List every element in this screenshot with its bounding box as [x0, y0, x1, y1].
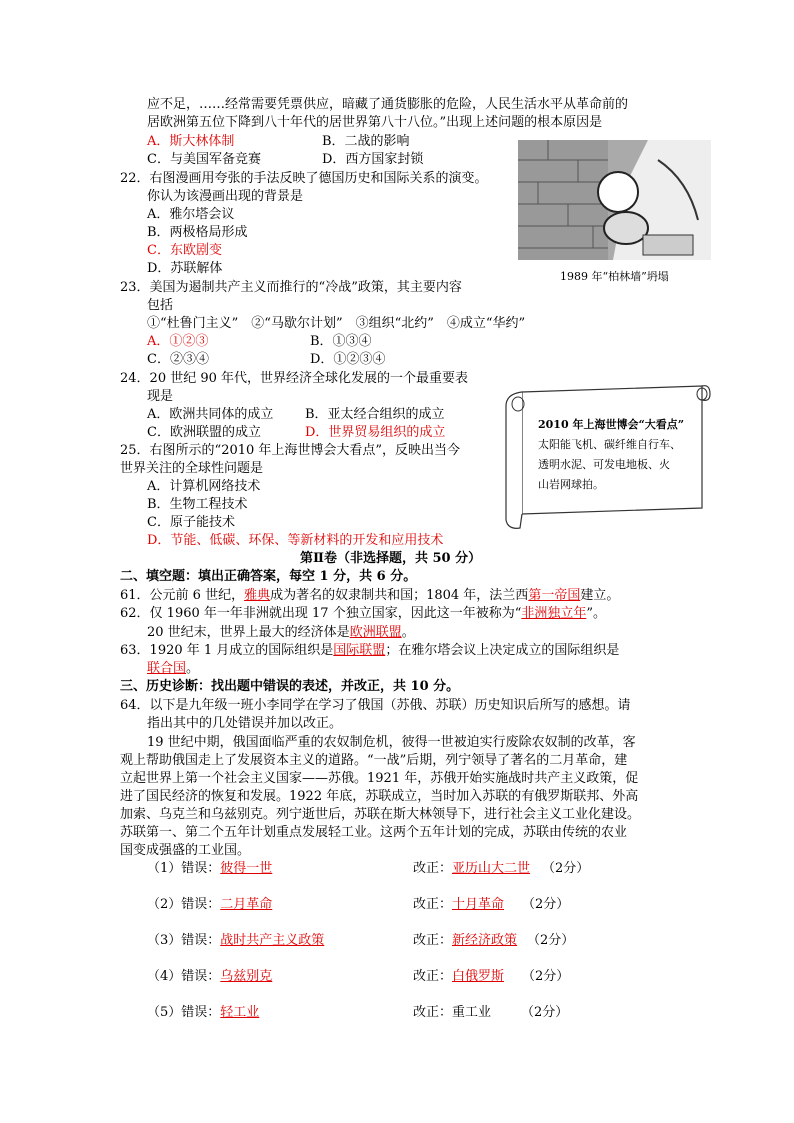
q24-line1: 24．20 世纪 90 年代，世界经济全球化发展的一个最重要表 — [120, 371, 469, 386]
q23-option-c: C．②③④ — [147, 352, 209, 367]
correction-fix: 重工业 — [452, 1005, 492, 1020]
correction-fix-label: 改正： — [413, 897, 453, 912]
q64-line2: 指出其中的几处错误并加以改正。 — [147, 716, 343, 731]
correction-fix: 十月革命 — [452, 897, 505, 912]
correction-wrong: 轻工业 — [220, 1005, 260, 1020]
q21-option-d: D．西方国家封锁 — [322, 152, 424, 167]
q23-option-d: D．①②③④ — [310, 352, 386, 367]
part2-title: 第Ⅱ卷（非选择题，共 50 分） — [300, 551, 482, 566]
q63-answer-2: 联合国 — [147, 661, 187, 676]
q64-paragraph-line4: 进了国民经济的恢复和发展。1922 年底，苏联成立，当时加入苏联的有俄罗斯联邦、外高 — [120, 789, 639, 804]
expo-box-line1: 太阳能飞机、碳纤维自行车、 — [538, 438, 681, 451]
q62-line2 — [147, 624, 415, 642]
q61-text-b: 成为著名的奴隶制共和国；1804 年，法兰西 — [270, 588, 529, 603]
q21-line2: 居欧洲第五位下降到八十年代的居世界第八十八位。”出现上述问题的根本原因是 — [147, 115, 603, 130]
q64-paragraph-line1: 19 世纪中期，俄国面临严重的农奴制危机，彼得一世被迫实行废除农奴制的改革，客 — [147, 735, 636, 750]
correction-fix-label: 改正： — [413, 861, 453, 876]
q23-option-b: B．①③④ — [310, 334, 372, 349]
q24-option-c: C．欧洲联盟的成立 — [147, 425, 261, 440]
expo-scroll-frame — [502, 380, 712, 530]
q62-text-b: ”。 — [586, 606, 607, 621]
q25-option-c: C．原子能技术 — [147, 515, 235, 530]
q62-text-a: 62．仅 1960 年一年非洲就出现 17 个独立国家，因此这一年被称为“ — [120, 606, 522, 621]
correction-number: （3）错误： — [147, 933, 221, 948]
q61-answer-1: 雅典 — [244, 588, 271, 603]
q22-option-d: D．苏联解体 — [147, 261, 223, 276]
q22-option-c: C．东欧剧变 — [147, 243, 222, 258]
berlin-wall-cartoon-image — [518, 140, 711, 260]
q25-option-a: A．计算机网络技术 — [147, 479, 261, 494]
correction-fix-label: 改正： — [413, 933, 453, 948]
section2-heading: 二、填空题：填出正确答案，每空 1 分，共 6 分。 — [120, 569, 417, 584]
q21-option-c: C．与美国军备竞赛 — [147, 152, 261, 167]
q25-line2: 世界关注的全球性问题是 — [120, 461, 264, 476]
q61-text-c: 建立。 — [580, 588, 620, 603]
correction-fix: 白俄罗斯 — [452, 969, 505, 984]
q21-option-a: A．斯大林体制 — [147, 134, 235, 149]
correction-score: （2分） — [521, 1005, 569, 1020]
q62-line1 — [120, 605, 606, 623]
q22-line2: 你认为该漫画出现的背景是 — [147, 189, 304, 204]
q24-line2: 现是 — [147, 389, 174, 404]
q24-option-b: B．亚太经合组织的成立 — [305, 407, 445, 422]
q64-paragraph-line7: 国变成强盛的工业国。 — [120, 843, 251, 858]
section3-heading: 三、历史诊断：找出题中错误的表述，并改正，共 10 分。 — [120, 679, 460, 694]
expo-box-title: 2010 年上海世博会“大看点” — [538, 418, 685, 431]
q64-paragraph-line6: 苏联第一、第二个五年计划重点发展轻工业。这两个五年计划的完成，苏联由传统的农业 — [120, 825, 628, 840]
correction-number: （2）错误： — [147, 897, 221, 912]
correction-score: （2分） — [527, 933, 575, 948]
q64-paragraph-line5: 加索、乌克兰和乌兹别克。列宁逝世后，苏联在斯大林领导下，进行社会主义工业化建设。 — [120, 807, 641, 822]
q62-text-d: 。 — [401, 625, 415, 640]
expo-box-line2: 透明水泥、可发电地板、火 — [538, 458, 670, 471]
correction-fix: 新经济政策 — [452, 933, 518, 948]
q63-answer-1: 国际联盟 — [333, 643, 386, 658]
q62-text-c: 20 世纪末，世界上最大的经济体是 — [147, 625, 350, 640]
q62-answer-2: 欧洲联盟 — [349, 625, 402, 640]
q23-items: ①“杜鲁门主义” ②“马歇尔计划” ③组织“北约” ④成立“华约” — [147, 316, 526, 331]
q25-option-b: B．生物工程技术 — [147, 497, 248, 512]
correction-number: （5）错误： — [147, 1005, 221, 1020]
expo-box-line3: 山岩网球拍。 — [538, 478, 604, 491]
q22-option-a: A．雅尔塔会议 — [147, 207, 235, 222]
correction-score: （2分） — [542, 861, 590, 876]
correction-wrong: 二月革命 — [220, 897, 273, 912]
q63-text-c: 。 — [186, 661, 200, 676]
q24-option-d: D．世界贸易组织的成立 — [305, 425, 446, 440]
q62-answer-1: 非洲独立年 — [521, 606, 587, 621]
q63-line1 — [120, 642, 619, 660]
cartoon-caption: 1989 年“柏林墙”坍塌 — [560, 270, 669, 283]
q64-paragraph-line2: 观上帮助俄国走上了发展资本主义的道路。“一战”后期，列宁领导了著名的二月革命，建 — [120, 753, 628, 768]
correction-fix-label: 改正： — [413, 1005, 453, 1020]
q61-answer-2: 第一帝国 — [528, 588, 581, 603]
q61-line — [120, 587, 619, 605]
correction-fix: 亚历山大二世 — [452, 861, 531, 876]
correction-score: （2分） — [522, 897, 570, 912]
q61-text-a: 61．公元前 6 世纪， — [120, 588, 245, 603]
q22-line1: 22．右图漫画用夸张的手法反映了德国历史和国际关系的演变。 — [120, 171, 488, 186]
q23-line1: 23．美国为遏制共产主义而推行的“冷战”政策，其主要内容 — [120, 280, 462, 295]
q25-option-d: D．节能、低碳、环保、等新材料的开发和应用技术 — [147, 533, 444, 548]
q64-line1: 64．以下是九年级一班小李同学在学习了俄国（苏俄、苏联）历史知识后所写的感想。请 — [120, 698, 631, 713]
correction-score: （2分） — [522, 969, 570, 984]
q21-option-b: B．二战的影响 — [322, 134, 410, 149]
correction-wrong: 战时共产主义政策 — [220, 933, 325, 948]
q63-text-a: 63．1920 年 1 月成立的国际组织是 — [120, 643, 334, 658]
correction-number: （1）错误： — [147, 861, 221, 876]
correction-fix-label: 改正： — [413, 969, 453, 984]
q63-text-b: ；在雅尔塔会议上决定成立的国际组织是 — [385, 643, 620, 658]
q25-line1: 25．右图所示的“2010 年上海世博会大看点”，反映出当今 — [120, 443, 461, 458]
correction-wrong: 乌兹别克 — [220, 969, 273, 984]
q23-line2: 包括 — [147, 298, 174, 313]
q64-paragraph-line3: 立起世界上第一个社会主义国家——苏俄。1921 年，苏俄开始实施战时共产主义政策，促 — [120, 771, 639, 786]
q22-option-b: B．两极格局形成 — [147, 225, 248, 240]
q63-line2 — [147, 660, 199, 678]
correction-wrong: 彼得一世 — [220, 861, 273, 876]
q23-option-a: A．①②③ — [147, 334, 209, 349]
correction-number: （4）错误： — [147, 969, 221, 984]
q24-option-a: A．欧洲共同体的成立 — [147, 407, 274, 422]
q21-line1: 应不足，……经常需要凭票供应，暗藏了通货膨胀的危险，人民生活水平从革命前的 — [147, 97, 629, 112]
